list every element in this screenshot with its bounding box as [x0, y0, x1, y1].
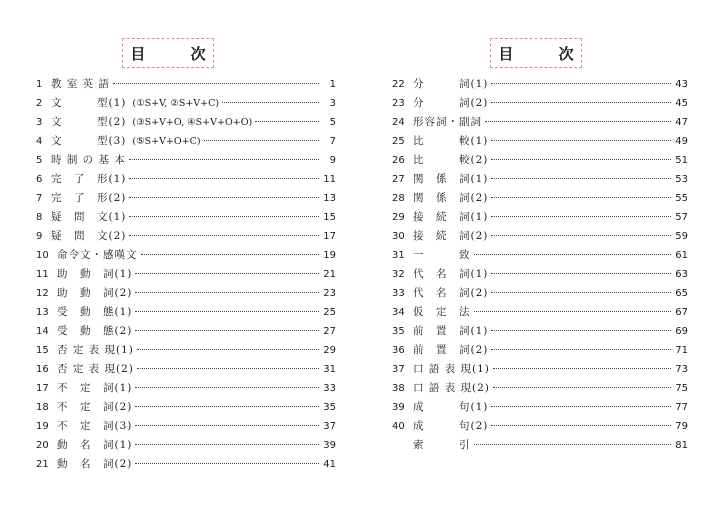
toc-entry-title: 完 了 形(2): [51, 192, 127, 204]
toc-entry-page: 51: [675, 155, 688, 166]
toc-entry-number: 30: [392, 231, 405, 242]
toc-entry-number: 18: [36, 402, 49, 413]
dot-leader: [491, 83, 671, 84]
toc-entry-title: 否 定 表 現(1): [57, 344, 134, 356]
toc-entry-page: 31: [323, 364, 336, 375]
dot-leader: [491, 273, 671, 274]
toc-entry-title: 接 続 詞(2): [413, 230, 489, 242]
toc-entry-title: 前 置 詞(2): [413, 344, 489, 356]
toc-entry-title: 成 句(2): [413, 420, 489, 432]
toc-entry-page: 7: [329, 136, 336, 147]
toc-entry-number: 33: [392, 288, 405, 299]
toc-entry-number: 8: [36, 212, 43, 223]
dot-leader: [491, 159, 671, 160]
toc-entry-page: 49: [675, 136, 688, 147]
toc-entry-number: 23: [392, 98, 405, 109]
toc-entry-page: 1: [329, 79, 336, 90]
toc-entry-title: 疑 問 文(2): [51, 230, 127, 242]
dot-leader: [135, 425, 319, 426]
toc-entry-title: 成 句(1): [413, 401, 489, 413]
toc-entry[interactable]: [392, 285, 688, 304]
toc-entry-page: 39: [323, 440, 336, 451]
toc-entry-number: 19: [36, 421, 49, 432]
toc-entry[interactable]: [36, 171, 336, 190]
toc-entry-number: 6: [36, 174, 43, 185]
toc-entry-number: 7: [36, 193, 43, 204]
toc-entry-page: 45: [675, 98, 688, 109]
toc-entry-title: 助 動 詞(1): [57, 268, 133, 280]
toc-entry-number: 26: [392, 155, 405, 166]
toc-entry-number: 25: [392, 136, 405, 147]
toc-entry-page: 11: [323, 174, 336, 185]
dot-leader: [137, 368, 319, 369]
toc-entry-number: 15: [36, 345, 49, 356]
dot-leader: [255, 121, 319, 122]
toc-entry[interactable]: [392, 171, 688, 190]
toc-entry-title: 比 較(1): [413, 135, 489, 147]
dot-leader: [222, 102, 319, 103]
toc-entry-page: 13: [323, 193, 336, 204]
toc-entry[interactable]: [36, 285, 336, 304]
toc-entry-page: 61: [675, 250, 688, 261]
toc-entry-page: 19: [323, 250, 336, 261]
dot-leader: [204, 140, 319, 141]
dot-leader: [491, 292, 671, 293]
toc-entry-number: 29: [392, 212, 405, 223]
dot-leader: [491, 406, 671, 407]
toc-entry-page: 23: [323, 288, 336, 299]
toc-entry[interactable]: [36, 399, 336, 418]
dot-leader: [491, 140, 671, 141]
dot-leader: [491, 349, 671, 350]
dot-leader: [491, 425, 671, 426]
toc-left-column: [36, 76, 336, 475]
toc-entry-title: 比 較(2): [413, 154, 489, 166]
toc-entry[interactable]: [36, 190, 336, 209]
toc-entry-title: 教 室 英 語: [51, 78, 111, 90]
toc-entry-title: 否 定 表 現(2): [57, 363, 134, 375]
toc-entry[interactable]: [36, 133, 336, 152]
toc-entry-page: 71: [675, 345, 688, 356]
dot-leader: [493, 387, 671, 388]
dot-leader: [493, 368, 671, 369]
toc-entry[interactable]: [36, 247, 336, 266]
toc-entry-number: 36: [392, 345, 405, 356]
toc-entry-title: 前 置 詞(1): [413, 325, 489, 337]
toc-entry-number: 21: [36, 459, 49, 470]
dot-leader: [135, 463, 319, 464]
toc-entry[interactable]: [392, 247, 688, 266]
toc-entry-number: 14: [36, 326, 49, 337]
toc-entry-title: 受 動 態(2): [57, 325, 133, 337]
toc-entry[interactable]: [36, 342, 336, 361]
toc-entry[interactable]: [36, 228, 336, 247]
toc-entry-title: 口 語 表 現(2): [413, 382, 490, 394]
toc-entry-subtitle: (⑤S+V+O+C): [132, 136, 201, 147]
toc-entry-page: 63: [675, 269, 688, 280]
toc-entry-page: 35: [323, 402, 336, 413]
dot-leader: [135, 444, 319, 445]
toc-entry[interactable]: [392, 342, 688, 361]
toc-entry[interactable]: [36, 323, 336, 342]
toc-entry[interactable]: [392, 380, 688, 399]
toc-entry-page: 53: [675, 174, 688, 185]
toc-entry-page: 9: [329, 155, 336, 166]
toc-entry-number: 31: [392, 250, 405, 261]
toc-entry-page: 65: [675, 288, 688, 299]
toc-entry-number: 37: [392, 364, 405, 375]
toc-entry[interactable]: [392, 114, 688, 133]
dot-leader: [474, 254, 672, 255]
dot-leader: [491, 197, 671, 198]
toc-entry[interactable]: [392, 209, 688, 228]
toc-entry-number: 24: [392, 117, 405, 128]
toc-entry-number: 16: [36, 364, 49, 375]
dot-leader: [474, 444, 672, 445]
toc-entry-title: 動 名 詞(2): [57, 458, 133, 470]
toc-entry-title: 代 名 詞(1): [413, 268, 489, 280]
toc-entry-title: 不 定 詞(2): [57, 401, 133, 413]
toc-entry-page: 33: [323, 383, 336, 394]
toc-entry-title: 分 詞(1): [413, 78, 489, 90]
toc-entry[interactable]: [392, 76, 688, 95]
toc-entry-number: 5: [36, 155, 43, 166]
toc-entry-title: 関 係 詞(1): [413, 173, 489, 185]
toc-entry[interactable]: [36, 418, 336, 437]
toc-heading-left: 目 次: [130, 44, 226, 63]
dot-leader: [485, 121, 671, 122]
toc-entry-number: 27: [392, 174, 405, 185]
toc-entry-number: 32: [392, 269, 405, 280]
toc-entry-title: 接 続 詞(1): [413, 211, 489, 223]
toc-entry-title: 不 定 詞(3): [57, 420, 133, 432]
toc-entry-page: 75: [675, 383, 688, 394]
toc-entry-number: 35: [392, 326, 405, 337]
toc-entry-title: 受 動 態(1): [57, 306, 133, 318]
dot-leader: [491, 216, 671, 217]
toc-entry-number: 11: [36, 269, 49, 280]
toc-entry-page: 21: [323, 269, 336, 280]
toc-entry[interactable]: [392, 418, 688, 437]
toc-entry-number: 40: [392, 421, 405, 432]
toc-entry-title: 時 制 の 基 本: [51, 154, 126, 166]
toc-entry-page: 47: [675, 117, 688, 128]
dot-leader: [135, 330, 319, 331]
dot-leader: [113, 83, 319, 84]
toc-entry-title: 一 致: [413, 249, 471, 261]
toc-entry[interactable]: [36, 456, 336, 475]
toc-entry-page: 29: [323, 345, 336, 356]
toc-entry[interactable]: [392, 95, 688, 114]
dot-leader: [474, 311, 672, 312]
toc-entry-number: 4: [36, 136, 43, 147]
toc-entry[interactable]: [36, 361, 336, 380]
toc-entry-page: 59: [675, 231, 688, 242]
dot-leader: [137, 349, 319, 350]
toc-entry-page: 25: [323, 307, 336, 318]
toc-entry-page: 57: [675, 212, 688, 223]
dot-leader: [135, 406, 319, 407]
toc-entry[interactable]: [36, 95, 336, 114]
toc-entry-number: 3: [36, 117, 43, 128]
toc-entry-number: 20: [36, 440, 49, 451]
toc-entry-number: 22: [392, 79, 405, 90]
toc-entry-page: 15: [323, 212, 336, 223]
toc-entry-title: 索 引: [413, 439, 471, 451]
dot-leader: [135, 387, 319, 388]
toc-entry[interactable]: [36, 209, 336, 228]
dot-leader: [491, 235, 671, 236]
toc-entry[interactable]: [36, 266, 336, 285]
toc-entry-title: 形容詞・副詞: [413, 116, 482, 128]
toc-entry-page: 37: [323, 421, 336, 432]
toc-entry-page: 81: [675, 440, 688, 451]
toc-entry-page: 3: [329, 98, 336, 109]
toc-entry-subtitle: (①S+V, ②S+V+C): [132, 98, 220, 109]
toc-entry-title: 代 名 詞(2): [413, 287, 489, 299]
toc-entry-number: 28: [392, 193, 405, 204]
dot-leader: [491, 102, 671, 103]
toc-entry-page: 79: [675, 421, 688, 432]
toc-entry-title: 完 了 形(1): [51, 173, 127, 185]
dot-leader: [129, 159, 319, 160]
toc-entry[interactable]: [392, 399, 688, 418]
toc-entry[interactable]: [392, 437, 688, 456]
toc-entry-page: 17: [323, 231, 336, 242]
toc-entry-title: 文 型(2): [51, 116, 127, 128]
toc-entry-number: 34: [392, 307, 405, 318]
dot-leader: [129, 216, 319, 217]
toc-heading-right-box: [490, 38, 594, 68]
toc-entry-title: 助 動 詞(2): [57, 287, 133, 299]
toc-entry-title: 仮 定 法: [413, 306, 471, 318]
toc-entry[interactable]: [392, 304, 688, 323]
toc-entry-number: 38: [392, 383, 405, 394]
toc-entry-page: 69: [675, 326, 688, 337]
toc-entry-title: 文 型(3): [51, 135, 127, 147]
toc-entry-page: 73: [675, 364, 688, 375]
toc-entry-page: 55: [675, 193, 688, 204]
dot-leader: [491, 330, 671, 331]
toc-entry[interactable]: [392, 323, 688, 342]
toc-entry-page: 5: [329, 117, 336, 128]
toc-entry-title: 不 定 詞(1): [57, 382, 133, 394]
toc-heading-left-box: [122, 38, 226, 68]
toc-entry-number: 17: [36, 383, 49, 394]
toc-entry-title: 命令文・感嘆文: [57, 249, 138, 261]
toc-entry-page: 43: [675, 79, 688, 90]
toc-entry[interactable]: [36, 76, 336, 95]
toc-entry-page: 41: [323, 459, 336, 470]
toc-entry[interactable]: [392, 266, 688, 285]
toc-entry-title: 疑 問 文(1): [51, 211, 127, 223]
toc-entry-title: 文 型(1): [51, 97, 127, 109]
toc-entry[interactable]: [392, 152, 688, 171]
toc-heading-right: 目 次: [498, 44, 594, 63]
toc-entry-number: 9: [36, 231, 43, 242]
toc-entry[interactable]: [392, 228, 688, 247]
dot-leader: [141, 254, 320, 255]
toc-right-column: [392, 76, 688, 456]
toc-entry-number: 2: [36, 98, 43, 109]
toc-entry[interactable]: [36, 437, 336, 456]
toc-entry-number: 10: [36, 250, 49, 261]
toc-entry-number: 1: [36, 79, 43, 90]
toc-entry[interactable]: [392, 133, 688, 152]
toc-entry-page: 67: [675, 307, 688, 318]
toc-entry-title: 分 詞(2): [413, 97, 489, 109]
toc-entry-number: 12: [36, 288, 49, 299]
dot-leader: [129, 178, 319, 179]
toc-entry-number: 13: [36, 307, 49, 318]
toc-entry[interactable]: [36, 380, 336, 399]
dot-leader: [135, 311, 319, 312]
toc-entry-title: 関 係 詞(2): [413, 192, 489, 204]
toc-entry-subtitle: (③S+V+O, ④S+V+O+O): [132, 117, 253, 128]
dot-leader: [129, 197, 319, 198]
dot-leader: [135, 273, 319, 274]
toc-entry[interactable]: [392, 190, 688, 209]
toc-entry[interactable]: [36, 114, 336, 133]
toc-entry[interactable]: [36, 304, 336, 323]
toc-entry-title: 口 語 表 現(1): [413, 363, 490, 375]
dot-leader: [129, 235, 319, 236]
toc-entry-page: 77: [675, 402, 688, 413]
toc-entry[interactable]: [36, 152, 336, 171]
dot-leader: [135, 292, 319, 293]
toc-entry-number: 39: [392, 402, 405, 413]
toc-entry-page: 27: [323, 326, 336, 337]
toc-entry-title: 動 名 詞(1): [57, 439, 133, 451]
dot-leader: [491, 178, 671, 179]
toc-entry[interactable]: [392, 361, 688, 380]
